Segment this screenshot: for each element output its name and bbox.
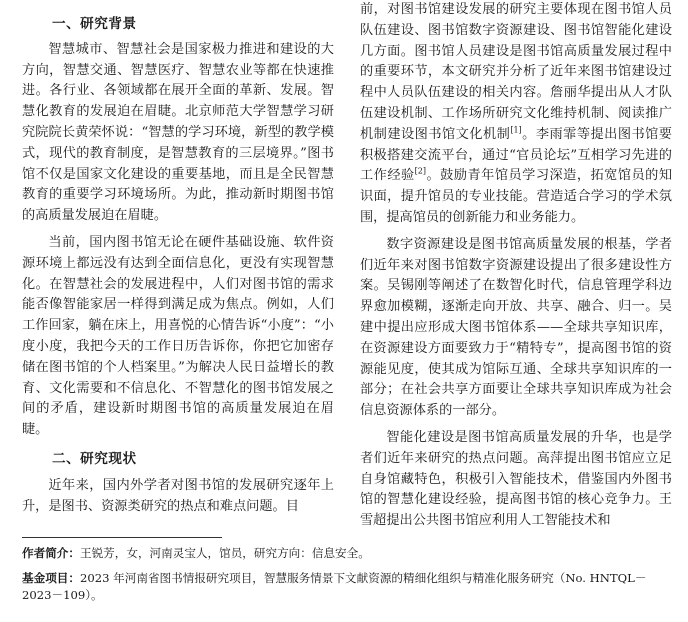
section-heading-status: 二、研究现状 (52, 450, 137, 467)
paragraph-status-1-start: 近年来，国内外学者对图书馆的发展研究逐年上升，是图书、资源类研究的热点和难点问题。目 (22, 477, 334, 514)
paragraph-digital-resources: 数字资源建设是图书馆高质量发展的根基，学者们近年来对图书馆数字资源建设提出了很多建设性方案。吴锡刚等阐述了在数智化时代，信息管理学科边界愈加模糊，逐渐走向开放、共享、融合、归一。吴建中提出应形成大图书馆体系——全球共享知识库，在资源建设方面要致力于“精特专”，提高图书馆的资源能见度，使其成为馆际互通、全球共享知识库的一部分；在社会共享方面要让全球共享知识库成为社会信息资源体系的一部分。 (360, 236, 672, 419)
footnote-fund (22, 570, 672, 604)
fund-text: 2023 年河南省图书情报研究项目，智慧服务情景下文献资源的精细化组织与精准化服务研究（No. HNTQL－2023－109）。 (22, 571, 647, 602)
citation-2: [2] (414, 166, 427, 176)
paragraph-background-2: 当前，国内图书馆无论在硬件基础设施、软件资源环境上都远没有达到全面信息化，更没有实现智慧化。在智慧社会的发展进程中，人们对图书馆的需求能否像智能家居一样得到满足成为焦点。例如，人们工作回家，躺在床上，用喜悦的心情告诉“小度”：“小度小度，我把今天的工作日历告诉你，你把它加密存储在图书馆的个人档案里。”为解决人民日益增长的教育、文化需要和不信息化、不智慧化的图书馆发展之间的矛盾，建设新时期图书馆的高质量发展迫在眉睫。 (22, 234, 334, 438)
section-heading-background: 一、研究背景 (52, 16, 137, 32)
left-column (22, 0, 334, 517)
footnote-divider (22, 537, 222, 538)
author-label: 作者简介： (22, 546, 80, 560)
citation-1: [1] (510, 125, 522, 135)
paragraph-intelligent-construction: 智能化建设是图书馆高质量发展的升华，也是学者们近年来研究的热点问题。高萍提出图书馆应立足自身馆藏特色，积极引入智能技术，借鉴国内外图书馆的智慧化建设经验，提高图书馆的核心竞争力。王雪超提出公共图书馆应利用人工智能技术和 (360, 429, 672, 529)
paragraph-status-1-end-text: 。鼓励青年馆员学习深造，拓宽馆员的知识面，提升馆员的专业技能。营造适合学习的学术氛围，提高馆员的创新能力和业务能力。 (360, 168, 673, 225)
right-column (360, 0, 672, 532)
paragraph-status-1-mid-text: 。李雨霏等提出图书馆要积极搭建交流平台，通过“官员论坛”互相学习先进的工作经验 (360, 126, 672, 184)
paragraph-status-1-continued (360, 0, 672, 229)
footnote-author (22, 545, 672, 562)
fund-label: 基金项目： (22, 571, 80, 585)
paragraph-status-1-cont-text: 前，对图书馆建设发展的研究主要体现在图书馆人员队伍建设、图书馆数字资源建设、图书馆智能化建设几方面。图书馆人员建设是图书馆高质量发展过程中的重要环节，本文研究并分析了近年来图书馆建设过程中人员队伍建设的相关内容。詹丽华提出从人才队伍建设机制、工作场所研究文化维持机制、阅读推广机制建设图书馆文化机制 (360, 2, 672, 142)
paragraph-background-1: 智慧城市、智慧社会是国家极力推进和建设的大方向，智慧交通、智慧医疗、智慧农业等都在快速推进。各行业、各领域都在展开全面的革新、发展。智慧化教育的发展迫在眉睫。北京师范大学智慧学习研究院院长黄荣怀说：“智慧的学习环境，新型的教学模式，现代的教育制度，是智慧教育的三层境界。”图书馆不仅是国家文化建设的重要基地，而且是全民智慧教育的重要学习环境场所。为此，推动新时期图书馆的高质量发展迫在眉睫。 (22, 41, 334, 224)
author-text: 王锐芳，女，河南灵宝人，馆员，研究方向：信息安全。 (79, 546, 370, 560)
